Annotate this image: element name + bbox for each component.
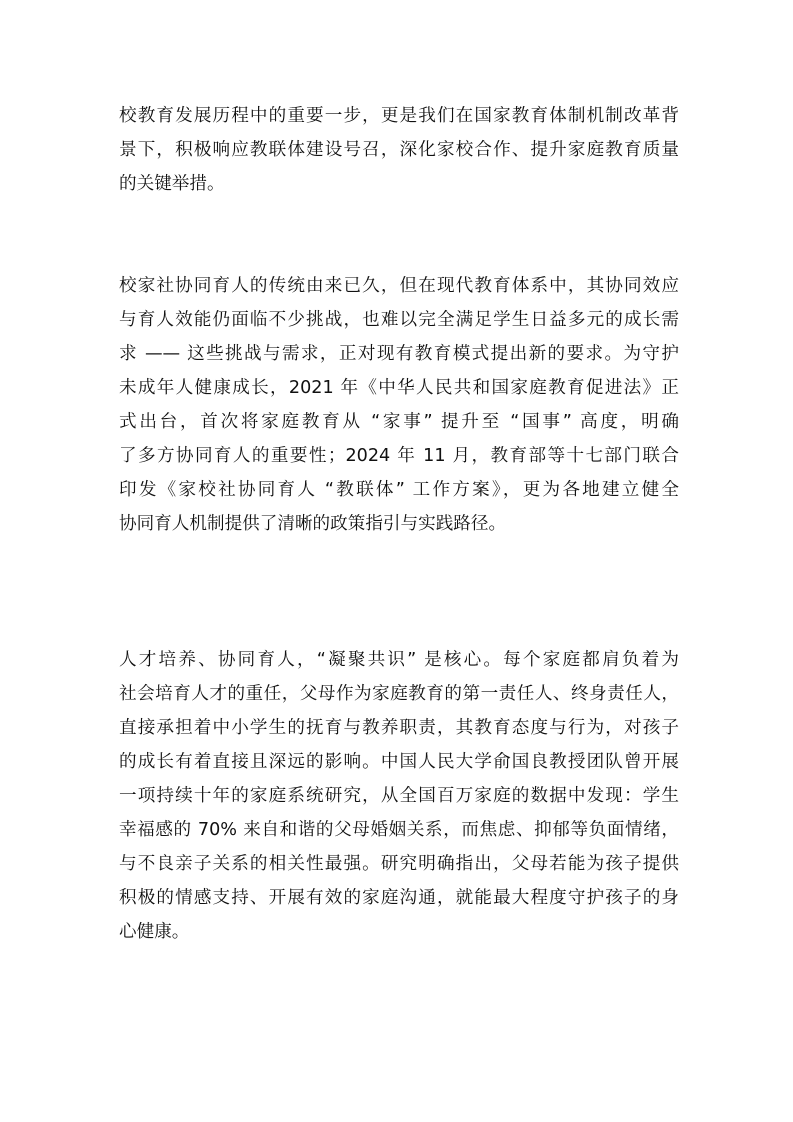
- paragraph-line: 校家社协同育人的传统由来已久，但在现代教育体系中，其协同效应: [119, 276, 679, 296]
- paragraph-1: [119, 99, 679, 201]
- paragraph-line: 求 —— 这些挑战与需求，正对现有教育模式提出新的要求。为守护: [119, 344, 679, 364]
- paragraph-line: 心健康。: [119, 922, 190, 942]
- paragraph-line: 与不良亲子关系的相关性最强。研究明确指出，父母若能为孩子提供: [119, 854, 679, 874]
- paragraph-line: 未成年人健康成长，2021 年《中华人民共和国家庭教育促进法》正: [119, 378, 679, 398]
- paragraph-line: 幸福感的 70% 来自和谐的父母婚姻关系，而焦虑、抑郁等负面情绪，: [119, 820, 679, 840]
- paragraph-line: 与育人效能仍面临不少挑战，也难以完全满足学生日益多元的成长需: [119, 310, 679, 330]
- paragraph-line: 的关键举措。: [119, 174, 225, 194]
- paragraph-line: 社会培育人才的重任，父母作为家庭教育的第一责任人、终身责任人，: [119, 684, 679, 704]
- paragraph-line: 印发《家校社协同育人 “教联体” 工作方案》，更为各地建立健全: [119, 480, 679, 500]
- paragraph-line: 式出台，首次将家庭教育从 “家事” 提升至 “国事” 高度，明确: [119, 412, 679, 432]
- paragraph-line: 了多方协同育人的重要性；2024 年 11 月，教育部等十七部门联合: [119, 446, 679, 466]
- paragraph-line: 人才培养、协同育人，“凝聚共识” 是核心。每个家庭都肩负着为: [119, 650, 679, 670]
- paragraph-3: [119, 643, 679, 949]
- paragraph-line: 协同育人机制提供了清晰的政策指引与实践路径。: [119, 514, 507, 534]
- paragraph-2: [119, 269, 679, 541]
- paragraph-line: 积极的情感支持、开展有效的家庭沟通，就能最大程度守护孩子的身: [119, 888, 679, 908]
- paragraph-line: 景下，积极响应教联体建设号召，深化家校合作、提升家庭教育质量: [119, 140, 679, 160]
- paragraph-line: 的成长有着直接且深远的影响。中国人民大学俞国良教授团队曾开展: [119, 752, 679, 772]
- paragraph-line: 校教育发展历程中的重要一步，更是我们在国家教育体制机制改革背: [119, 106, 679, 126]
- paragraph-line: 一项持续十年的家庭系统研究，从全国百万家庭的数据中发现：学生: [119, 786, 679, 806]
- paragraph-line: 直接承担着中小学生的抚育与教养职责，其教育态度与行为，对孩子: [119, 718, 679, 738]
